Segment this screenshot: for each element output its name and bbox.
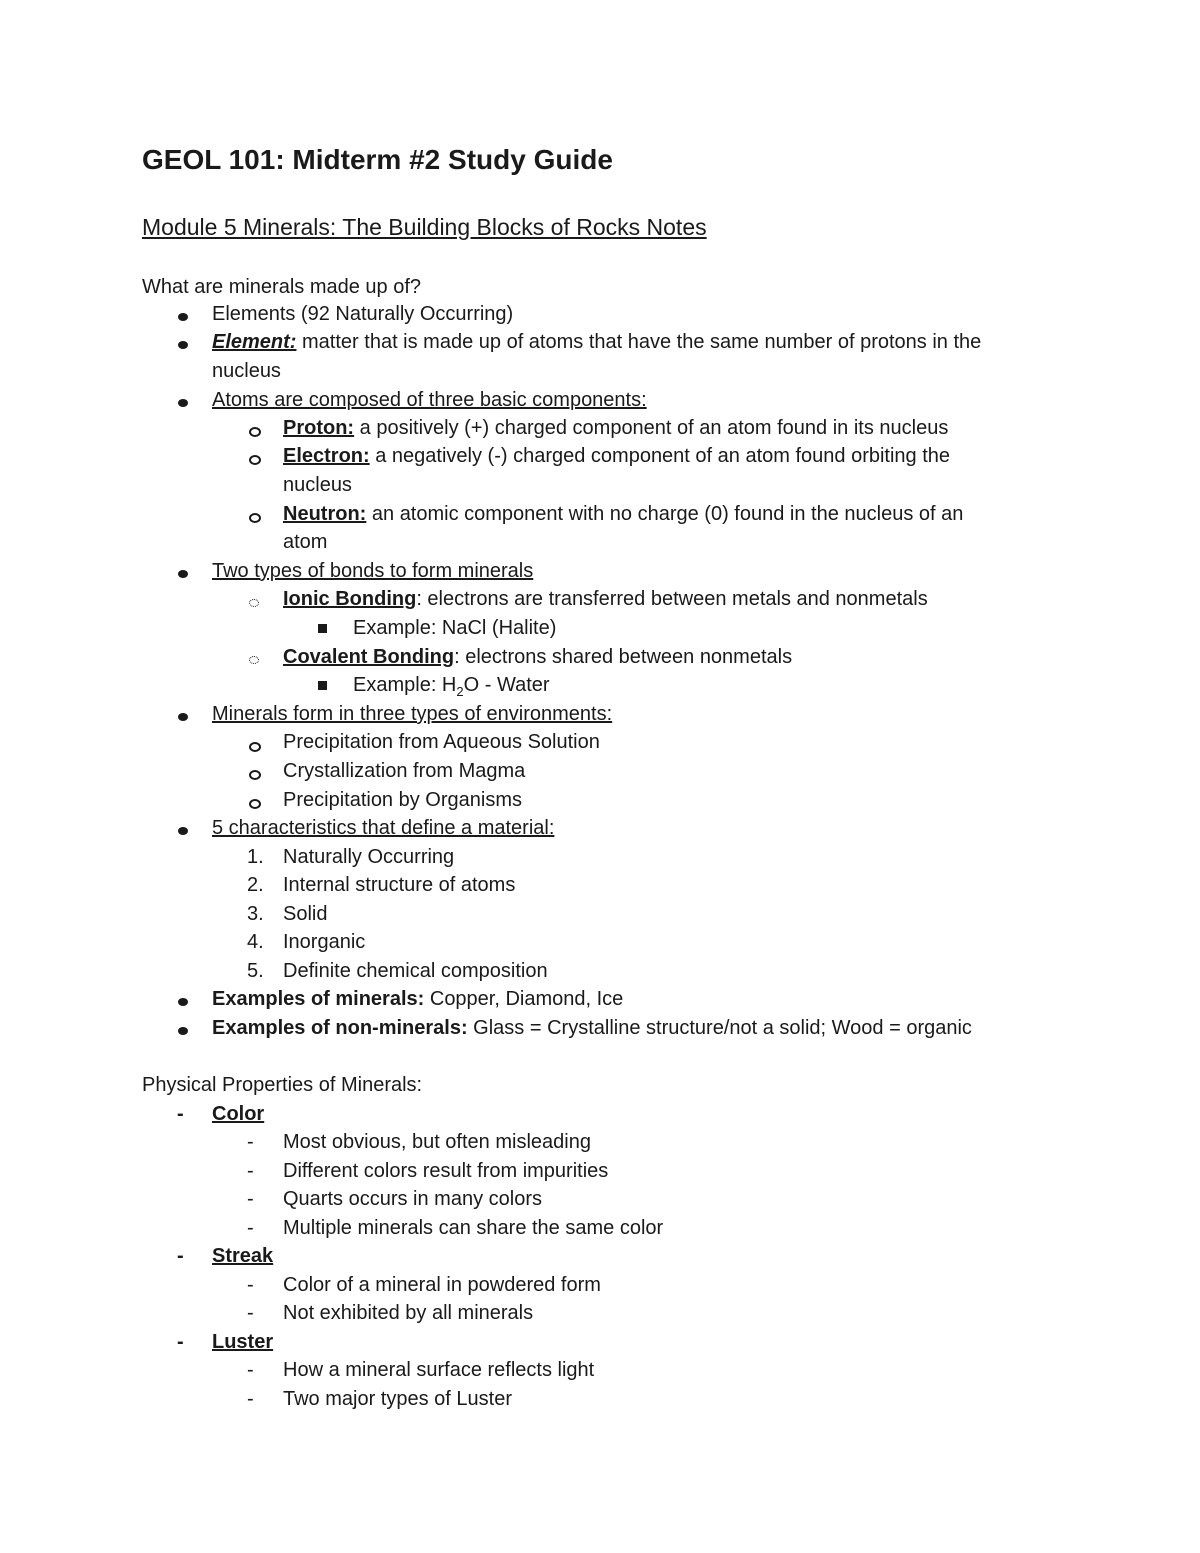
- electron-term: Electron:: [283, 445, 370, 467]
- dash-marker: -: [247, 1274, 254, 1296]
- dash-marker: -: [247, 1188, 254, 1210]
- bullet-dot: [178, 399, 188, 407]
- nonexamples-term: Examples of non-minerals:: [212, 1017, 468, 1039]
- streak-item: Not exhibited by all minerals: [283, 1302, 534, 1324]
- bullet-dot: [178, 313, 188, 321]
- dash-marker: -: [247, 1131, 254, 1153]
- dash-marker: -: [177, 1103, 184, 1125]
- bullet-ionic: [283, 585, 928, 614]
- luster-item: Two major types of Luster: [283, 1388, 512, 1410]
- bullet-dot: [178, 341, 188, 349]
- ionic-example: Example: NaCl (Halite): [353, 617, 557, 639]
- covalent-definition: : electrons shared between nonmetals: [454, 646, 793, 668]
- bullet-dot: [178, 1027, 188, 1035]
- color-item: Different colors result from impurities: [283, 1160, 609, 1182]
- luster-item: How a mineral surface reflects light: [283, 1359, 595, 1381]
- environment-item: Crystallization from Magma: [283, 760, 526, 782]
- bullet-square: [318, 624, 327, 633]
- element-definition-cont: nucleus: [212, 360, 281, 382]
- bullet-elements: Elements (92 Naturally Occurring): [212, 303, 514, 325]
- dash-marker: -: [247, 1302, 254, 1324]
- bullet-ring: [249, 770, 261, 780]
- characteristic-item: Definite chemical composition: [283, 960, 548, 982]
- list-number: 2.: [247, 874, 264, 896]
- ionic-term: Ionic Bonding: [283, 588, 417, 610]
- physical-properties-heading: Physical Properties of Minerals:: [142, 1074, 423, 1096]
- bullet-ring: [249, 513, 261, 523]
- bullet-ring: [249, 427, 261, 437]
- color-item: Most obvious, but often misleading: [283, 1131, 591, 1153]
- neutron-definition: an atomic component with no charge (0) found in the nucleus of an: [366, 503, 964, 525]
- dash-marker: -: [177, 1331, 184, 1353]
- covalent-example-prefix: Example: H: [353, 674, 457, 696]
- characteristic-item: Solid: [283, 903, 328, 925]
- property-streak: Streak: [212, 1245, 274, 1267]
- ionic-definition: : electrons are transferred between metals and nonmetals: [416, 588, 928, 610]
- bullet-neutron: [283, 500, 963, 529]
- neutron-definition-cont: atom: [283, 531, 328, 553]
- color-item: Quarts occurs in many colors: [283, 1188, 542, 1210]
- bullet-dotted-ring: [249, 656, 259, 664]
- dash-marker: -: [247, 1160, 254, 1182]
- dash-marker: -: [247, 1388, 254, 1410]
- nonexamples-text: Glass = Crystalline structure/not a solid; Wood = organic: [467, 1017, 972, 1039]
- list-number: 3.: [247, 903, 264, 925]
- list-number: 4.: [247, 931, 264, 953]
- examples-term: Examples of minerals:: [212, 988, 425, 1010]
- bullet-examples: [212, 985, 623, 1014]
- bullet-dot: [178, 998, 188, 1006]
- bullet-ring: [249, 742, 261, 752]
- environment-item: Precipitation by Organisms: [283, 789, 522, 811]
- bullet-characteristics-heading: 5 characteristics that define a material:: [212, 817, 555, 839]
- section-heading: Module 5 Minerals: The Building Blocks of Rocks Notes: [142, 214, 707, 240]
- bullet-atoms-heading: Atoms are composed of three basic components:: [212, 389, 647, 411]
- property-luster: Luster: [212, 1331, 274, 1353]
- covalent-example: [353, 671, 550, 700]
- bullet-nonexamples: [212, 1014, 972, 1043]
- color-item: Multiple minerals can share the same color: [283, 1217, 664, 1239]
- characteristic-item: Internal structure of atoms: [283, 874, 516, 896]
- streak-item: Color of a mineral in powdered form: [283, 1274, 601, 1296]
- element-term: Element:: [212, 331, 297, 353]
- bullet-proton: [283, 414, 948, 443]
- bullet-dot: [178, 713, 188, 721]
- characteristic-item: Inorganic: [283, 931, 366, 953]
- dash-marker: -: [247, 1359, 254, 1381]
- characteristic-item: Naturally Occurring: [283, 846, 455, 868]
- proton-term: Proton:: [283, 417, 355, 439]
- document-title: GEOL 101: Midterm #2 Study Guide: [142, 144, 613, 175]
- covalent-example-suffix: O - Water: [463, 674, 550, 696]
- bullet-dot: [178, 827, 188, 835]
- bullet-ring: [249, 455, 261, 465]
- bullet-square: [318, 681, 327, 690]
- dash-marker: -: [247, 1217, 254, 1239]
- bullet-element-def: [212, 328, 981, 357]
- electron-definition: a negatively (-) charged component of an atom found orbiting the: [369, 445, 951, 467]
- bullet-covalent: [283, 643, 792, 672]
- element-definition: matter that is made up of atoms that have the same number of protons in the: [296, 331, 982, 353]
- electron-definition-cont: nucleus: [283, 474, 352, 496]
- bullet-dot: [178, 570, 188, 578]
- bullet-electron: [283, 442, 950, 471]
- bullet-dotted-ring: [249, 599, 259, 607]
- examples-text: Copper, Diamond, Ice: [424, 988, 624, 1010]
- bullet-ring: [249, 799, 261, 809]
- list-number: 5.: [247, 960, 264, 982]
- list-number: 1.: [247, 846, 264, 868]
- covalent-term: Covalent Bonding: [283, 646, 455, 668]
- bullet-environments-heading: Minerals form in three types of environments:: [212, 703, 613, 725]
- environment-item: Precipitation from Aqueous Solution: [283, 731, 600, 753]
- property-color: Color: [212, 1103, 265, 1125]
- question-text: What are minerals made up of?: [142, 276, 422, 298]
- bullet-bonds-heading: Two types of bonds to form minerals: [212, 560, 534, 582]
- dash-marker: -: [177, 1245, 184, 1267]
- proton-definition: a positively (+) charged component of an atom found in its nucleus: [354, 417, 949, 439]
- covalent-example-subscript: 2: [456, 684, 464, 699]
- neutron-term: Neutron:: [283, 503, 367, 525]
